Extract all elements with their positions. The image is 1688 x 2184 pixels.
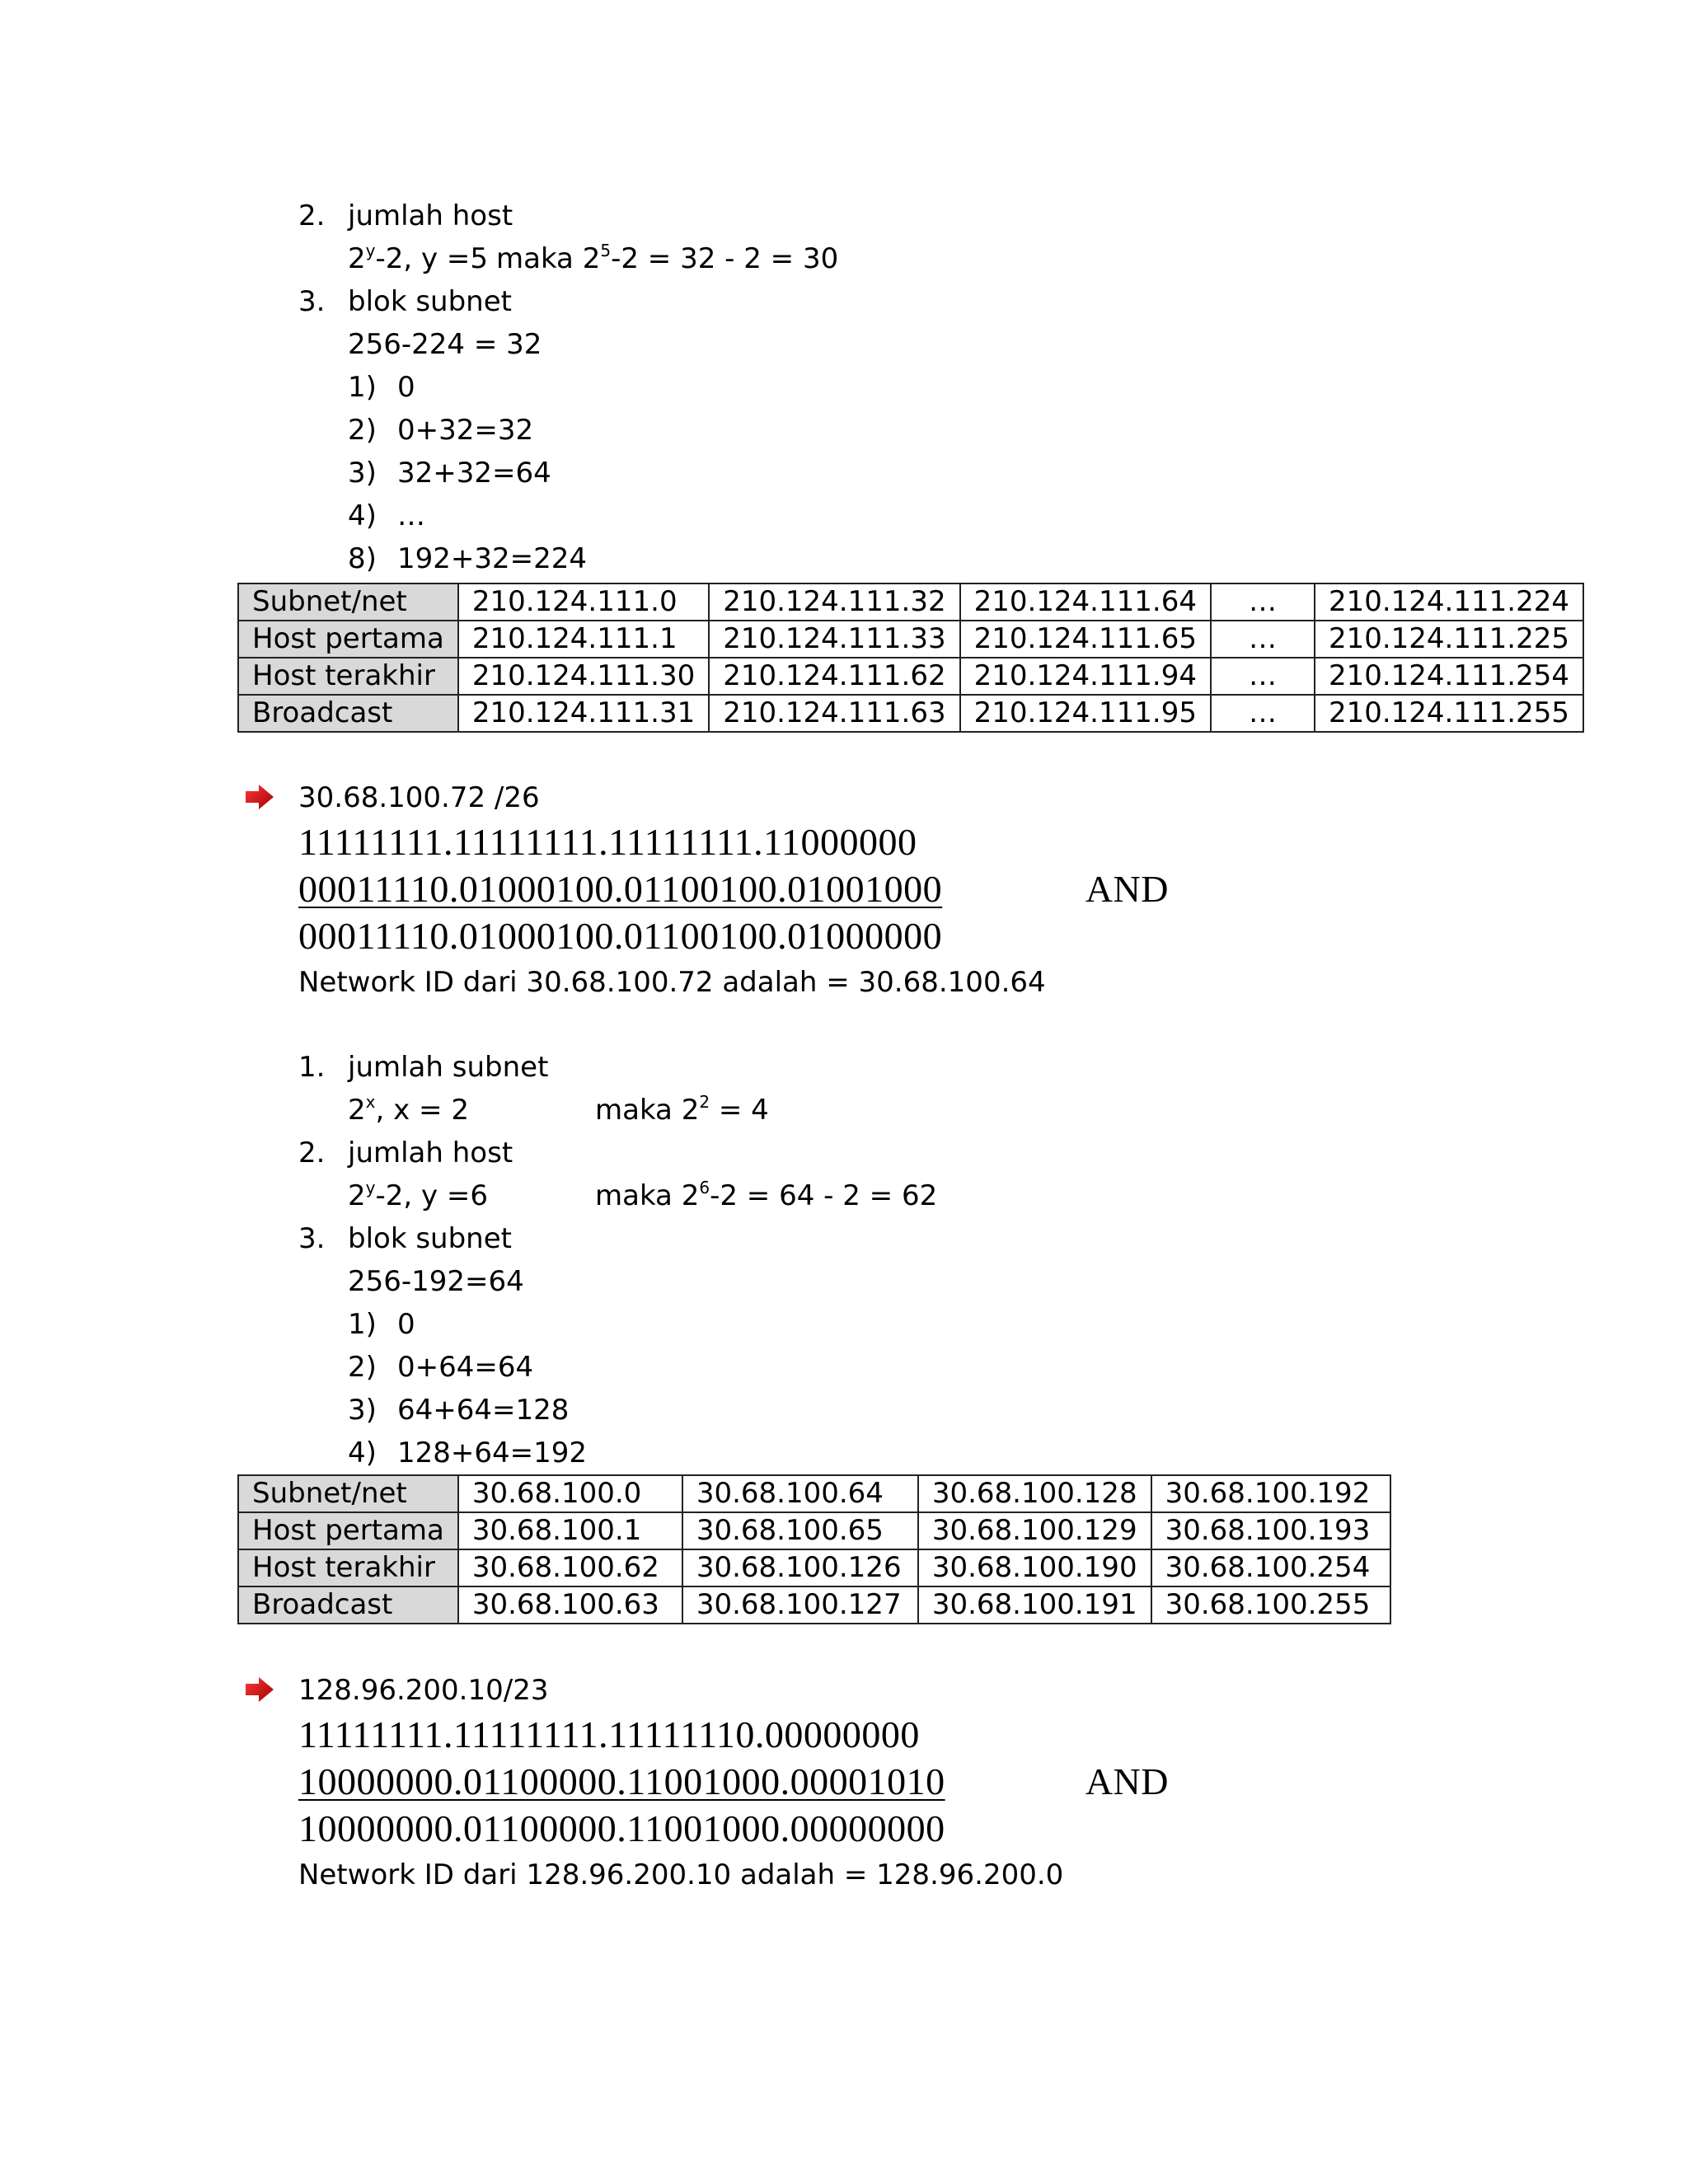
- host-formula: 2$^y$-2, y =6: [348, 1178, 489, 1212]
- table-cell: 30.68.100.127: [682, 1586, 918, 1624]
- list-item-title: blok subnet: [348, 285, 512, 318]
- arrow-bullet-icon: [244, 1675, 275, 1704]
- network-id-text: Network ID dari 128.96.200.10 adalah = 128.96.200.0: [298, 1858, 1064, 1891]
- table-row: [238, 1549, 1390, 1586]
- table-cell: 210.124.111.65: [960, 621, 1211, 658]
- row-header: Host pertama: [238, 1512, 458, 1549]
- and-label: AND: [1085, 1760, 1169, 1802]
- table-cell: 210.124.111.95: [960, 695, 1211, 732]
- binary-ip-row: [298, 868, 1169, 911]
- table-cell: …: [1211, 583, 1315, 621]
- table-cell: 210.124.111.254: [1315, 658, 1583, 695]
- table-cell: 210.124.111.33: [709, 621, 959, 658]
- table-cell: 30.68.100.193: [1151, 1512, 1390, 1549]
- list-item-number: 2.: [298, 199, 326, 232]
- table-row: [238, 1512, 1390, 1549]
- table-cell: 30.68.100.65: [682, 1512, 918, 1549]
- binary-ip: 00011110.01000100.01100100.01001000: [298, 868, 943, 910]
- table-cell: 30.68.100.64: [682, 1475, 918, 1512]
- step-value: …: [397, 499, 425, 532]
- row-header: Host terakhir: [238, 1549, 458, 1586]
- table-row: [238, 1586, 1390, 1624]
- table-cell: 30.68.100.192: [1151, 1475, 1390, 1512]
- section-heading: 128.96.200.10/23: [298, 1674, 549, 1707]
- table-row: [238, 695, 1583, 732]
- host-formula: 2$^y$-2, y =5: [348, 241, 489, 275]
- list-item-number: 2.: [298, 1137, 326, 1169]
- table-cell: …: [1211, 621, 1315, 658]
- row-header: Host pertama: [238, 621, 458, 658]
- table-cell: 210.124.111.64: [960, 583, 1211, 621]
- blok-calc: 256-192=64: [348, 1265, 524, 1298]
- list-item-title: jumlah host: [348, 1137, 513, 1169]
- binary-ip-row: [298, 1760, 1169, 1803]
- binary-mask: 11111111.11111111.11111111.11000000: [298, 821, 917, 863]
- list-item-number: 3.: [298, 1222, 326, 1255]
- step-number: 1): [348, 371, 377, 404]
- table-cell: 30.68.100.128: [918, 1475, 1151, 1512]
- table-cell: …: [1211, 695, 1315, 732]
- table-row: [238, 658, 1583, 695]
- table-cell: 30.68.100.255: [1151, 1586, 1390, 1624]
- table-cell: 210.124.111.1: [458, 621, 709, 658]
- table-cell: 210.124.111.31: [458, 695, 709, 732]
- table-cell: 30.68.100.254: [1151, 1549, 1390, 1586]
- table-cell: 210.124.111.32: [709, 583, 959, 621]
- table-cell: 30.68.100.191: [918, 1586, 1151, 1624]
- step-number: 2): [348, 1351, 377, 1384]
- host-result: maka $2^6-2 = 64 - 2 = 62$: [595, 1178, 938, 1212]
- step-value: 0: [397, 371, 415, 404]
- table-cell: 210.124.111.0: [458, 583, 709, 621]
- subnet-table: [237, 583, 1584, 733]
- arrow-bullet-icon: [244, 783, 275, 811]
- binary-mask: 11111111.11111111.11111110.00000000: [298, 1713, 920, 1755]
- host-result: maka $2^5-2 = 32 - 2 = 30$: [496, 241, 839, 275]
- step-number: 4): [348, 499, 377, 532]
- list-item-title: jumlah subnet: [348, 1051, 549, 1084]
- list-item-number: 1.: [298, 1051, 326, 1084]
- list-item-number: 3.: [298, 285, 326, 318]
- table-cell: 210.124.111.224: [1315, 583, 1583, 621]
- step-number: 3): [348, 1394, 377, 1427]
- table-cell: 30.68.100.129: [918, 1512, 1151, 1549]
- subnet-table: [237, 1474, 1391, 1624]
- subnet-formula: 2$^x$, x = 2: [348, 1092, 469, 1127]
- step-value: 0: [397, 1308, 415, 1341]
- binary-result: 00011110.01000100.01100100.01000000: [298, 915, 943, 957]
- table-cell: 210.124.111.94: [960, 658, 1211, 695]
- row-header: Broadcast: [238, 1586, 458, 1624]
- step-number: 4): [348, 1436, 377, 1469]
- table-row: [238, 1475, 1390, 1512]
- table-cell: 210.124.111.62: [709, 658, 959, 695]
- table-cell: 30.68.100.63: [458, 1586, 682, 1624]
- table-cell: 210.124.111.30: [458, 658, 709, 695]
- table-cell: 30.68.100.1: [458, 1512, 682, 1549]
- subnet-result: maka $2^2 = 4$: [595, 1092, 769, 1127]
- binary-result: 10000000.01100000.11001000.00000000: [298, 1807, 945, 1849]
- table-cell: 30.68.100.126: [682, 1549, 918, 1586]
- and-label: AND: [1085, 868, 1169, 910]
- table-cell: 210.124.111.255: [1315, 695, 1583, 732]
- step-number: 3): [348, 457, 377, 490]
- binary-ip: 10000000.01100000.11001000.00001010: [298, 1760, 945, 1802]
- table-cell: 30.68.100.0: [458, 1475, 682, 1512]
- section-heading: 30.68.100.72 /26: [298, 781, 540, 814]
- step-number: 1): [348, 1308, 377, 1341]
- step-value: 0+64=64: [397, 1351, 534, 1384]
- list-item-title: jumlah host: [348, 199, 513, 232]
- step-value: 192+32=224: [397, 542, 588, 575]
- list-item-title: blok subnet: [348, 1222, 512, 1255]
- row-header: Host terakhir: [238, 658, 458, 695]
- table-row: [238, 621, 1583, 658]
- table-cell: 210.124.111.63: [709, 695, 959, 732]
- row-header: Subnet/net: [238, 583, 458, 621]
- step-value: 128+64=192: [397, 1436, 588, 1469]
- step-value: 32+32=64: [397, 457, 551, 490]
- table-cell: 210.124.111.225: [1315, 621, 1583, 658]
- blok-calc: 256-224 = 32: [348, 328, 542, 361]
- row-header: Subnet/net: [238, 1475, 458, 1512]
- table-cell: …: [1211, 658, 1315, 695]
- table-cell: 30.68.100.62: [458, 1549, 682, 1586]
- step-number: 2): [348, 414, 377, 447]
- step-value: 64+64=128: [397, 1394, 570, 1427]
- step-number: 8): [348, 542, 377, 575]
- row-header: Broadcast: [238, 695, 458, 732]
- table-cell: 30.68.100.190: [918, 1549, 1151, 1586]
- step-value: 0+32=32: [397, 414, 534, 447]
- network-id-text: Network ID dari 30.68.100.72 adalah = 30.68.100.64: [298, 966, 1046, 999]
- table-row: [238, 583, 1583, 621]
